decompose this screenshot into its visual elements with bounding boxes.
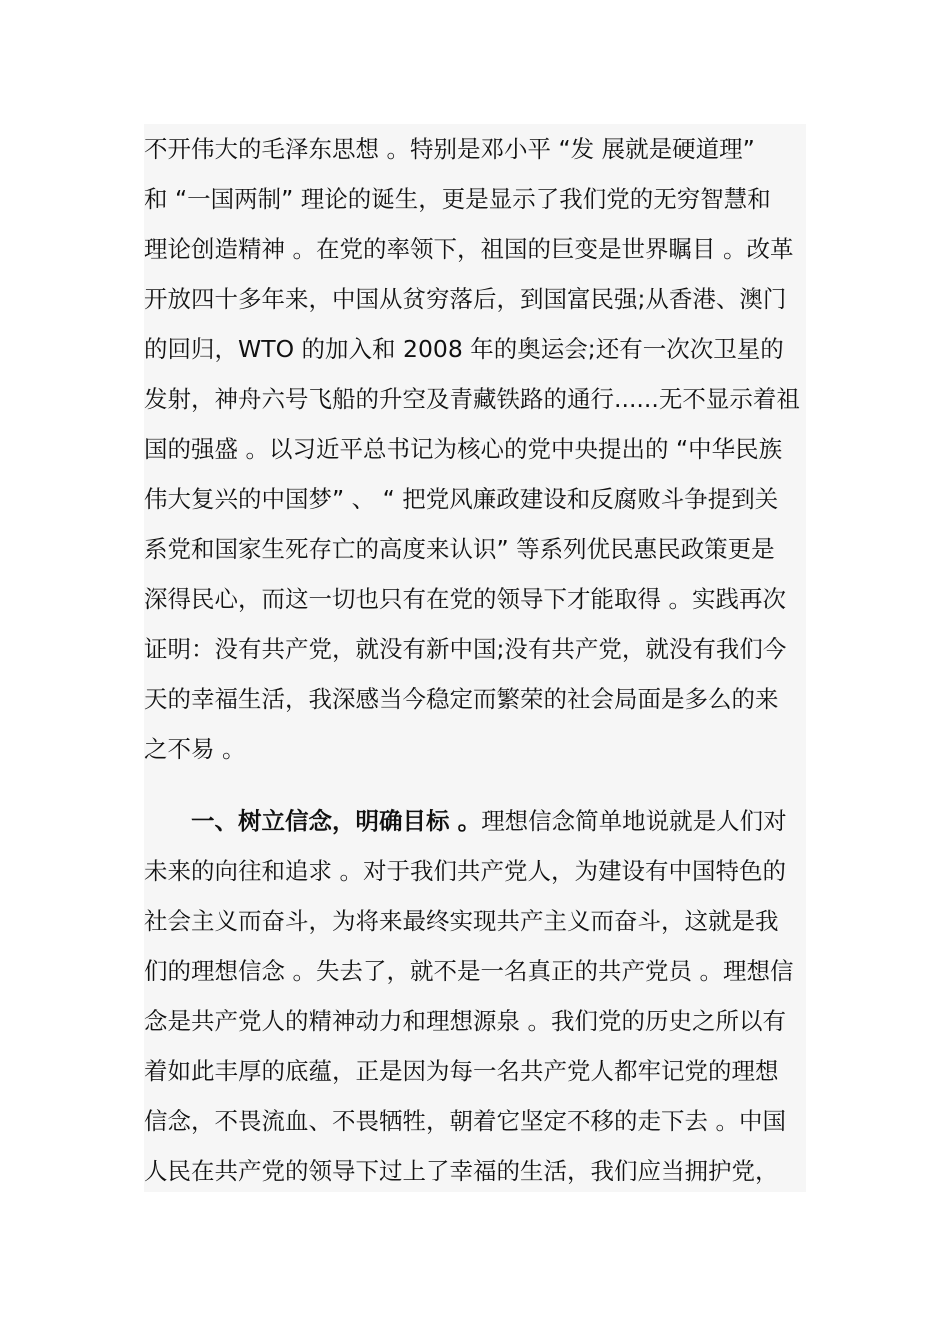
text-line: 开放四十多年来，中国从贫穷落后，到国富民强;从香港、澳门 [144, 285, 787, 313]
text-block [144, 124, 806, 1192]
text-line: 和 “一国两制” 理论的诞生，更是显示了我们党的无穷智慧和 [144, 185, 771, 213]
text-line: 不开伟大的毛泽东思想 。特别是邓小平 “发 展就是硬道理” [144, 135, 755, 163]
text-line: 的回归，WTO 的加入和 2008 年的奥运会;还有一次次卫星的 [144, 335, 784, 363]
text-line: 深得民心，而这一切也只有在党的领导下才能取得 。实践再次 [144, 585, 786, 613]
text-line: 国的强盛 。以习近平总书记为核心的党中央提出的 “中华民族 [144, 435, 783, 463]
text-line: 人民在共产党的领导下过上了幸福的生活，我们应当拥护党， [144, 1157, 779, 1185]
text-line: 念是共产党人的精神动力和理想源泉 。我们党的历史之所以有 [144, 1007, 786, 1035]
paragraph-spacer [144, 774, 806, 796]
text-line: 证明：没有共产党，就没有新中国;没有共产党，就没有我们今 [144, 635, 787, 663]
text-line: 理论创造精神 。在党的率领下，祖国的巨变是世界瞩目 。改革 [144, 235, 794, 263]
text-line: 之不易 。 [144, 735, 246, 763]
section-heading: 一、树立信念，明确目标 。 [191, 807, 482, 835]
heading-continuation: 理想信念简单地说就是人们对 [481, 807, 787, 835]
text-line: 发射，神舟六号飞船的升空及青藏铁路的通行......无不显示着祖 [144, 385, 800, 413]
text-line: 未来的向往和追求 。对于我们共产党人，为建设有中国特色的 [144, 857, 786, 885]
text-line: 着如此丰厚的底蕴，正是因为每一名共产党人都牢记党的理想 [144, 1057, 779, 1085]
text-line: 系党和国家生死存亡的高度来认识” 等系列优民惠民政策更是 [144, 535, 775, 563]
text-line: 天的幸福生活，我深感当今稳定而繁荣的社会局面是多么的来 [144, 685, 779, 713]
text-line-first [144, 796, 806, 846]
text-line: 伟大复兴的中国梦” 、 “ 把党风廉政建设和反腐败斗争提到关 [144, 485, 779, 513]
paragraph-2 [144, 796, 806, 1196]
paragraph-1 [144, 124, 806, 774]
text-line: 信念，不畏流血、不畏牺牲，朝着它坚定不移的走下去 。中国 [144, 1107, 786, 1135]
text-line: 社会主义而奋斗，为将来最终实现共产主义而奋斗，这就是我 [144, 907, 779, 935]
text-line: 们的理想信念 。失去了，就不是一名真正的共产党员 。理想信 [144, 957, 794, 985]
